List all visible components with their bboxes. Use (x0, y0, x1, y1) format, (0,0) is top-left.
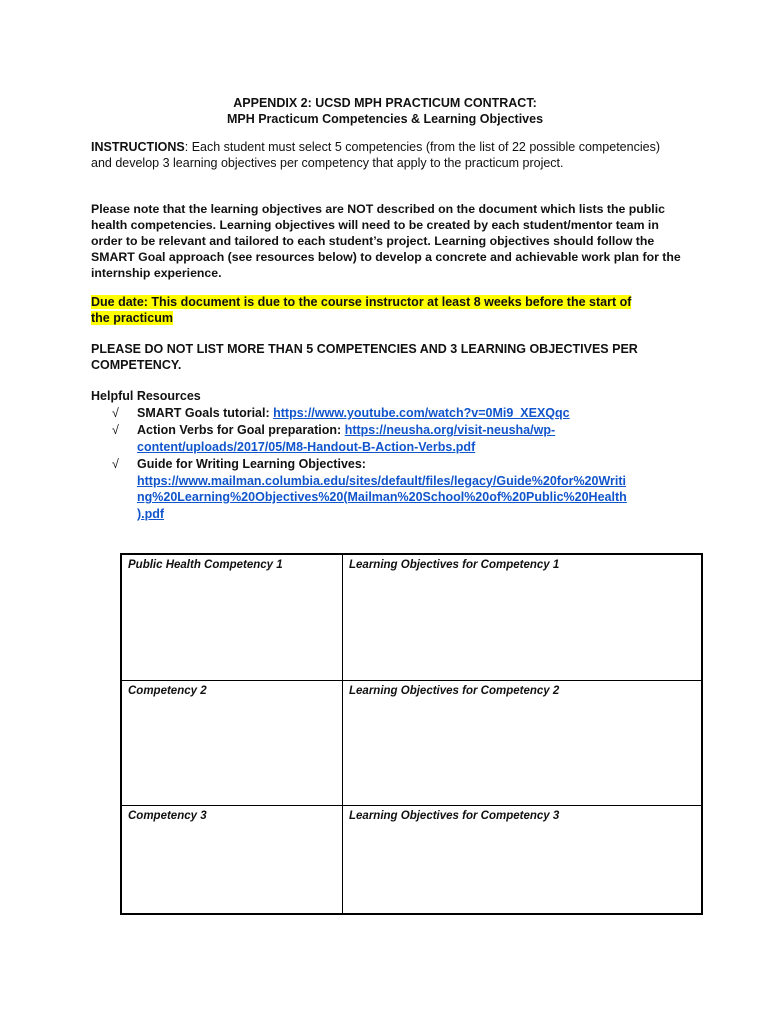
checkmark-icon: √ (112, 457, 119, 471)
due-date-line-2: the practicum (91, 311, 173, 325)
checkmark-icon: √ (112, 406, 119, 420)
learning-objectives-3-cell[interactable] (343, 806, 703, 913)
resource-label: SMART Goals tutorial: (137, 406, 274, 420)
resource-label: Action Verbs for Goal preparation: (137, 423, 345, 437)
competency-3-label: Competency 3 (128, 810, 207, 822)
action-verbs-link[interactable]: content/uploads/2017/05/M8-Handout-B-Action-Verbs.pdf (137, 439, 476, 454)
document-subtitle: MPH Practicum Competencies & Learning Objectives (226, 112, 544, 126)
resource-label: Guide for Writing Learning Objectives: (137, 457, 366, 471)
instructions-paragraph (91, 139, 681, 171)
learning-objectives-2-cell[interactable] (343, 681, 703, 805)
instructions-label: INSTRUCTIONS (91, 140, 185, 154)
due-date-paragraph (91, 294, 681, 326)
action-verbs-link[interactable]: https://neusha.org/visit-neusha/wp- (344, 423, 556, 437)
due-date-line-1: Due date: This document is due to the course instructor at least 8 weeks before the start of (91, 295, 632, 309)
learning-objectives-1-label: Learning Objectives for Competency 1 (349, 559, 560, 571)
competency-3-cell[interactable] (122, 806, 342, 913)
checkmark-icon: √ (112, 423, 119, 437)
learning-objectives-1-cell[interactable] (343, 555, 703, 680)
note-paragraph: Please note that the learning objectives are NOT described on the document which lists the public health competencies. Learning objectives will need to be created by each student/mentor team in order to be relevant and tailored to each student’s project. Learning objectives should follow the SMART Goal approach (see resources below) to develop a concrete and achievable work plan for the internship experience. (91, 202, 681, 280)
learning-objectives-guide-link[interactable]: ng%20Learning%20Objectives%20(Mailman%20School%20of%20Public%20Health (137, 490, 627, 504)
resources-heading: Helpful Resources (91, 389, 201, 403)
instructions-text: : Each student must select 5 competencies (from the list of 22 possible competencies) and develop 3 learning objectives per competency that apply to the practicum project. (91, 140, 660, 170)
competency-1-cell[interactable] (122, 555, 342, 680)
document-title: APPENDIX 2: UCSD MPH PRACTICUM CONTRACT: (233, 96, 537, 110)
learning-objectives-2-label: Learning Objectives for Competency 2 (349, 685, 560, 697)
learning-objectives-3-label: Learning Objectives for Competency 3 (349, 810, 560, 822)
learning-objectives-guide-link[interactable]: ).pdf (137, 506, 165, 521)
competency-2-cell[interactable] (122, 681, 342, 805)
smart-goals-link[interactable]: https://www.youtube.com/watch?v=0Mi9_XEXQqc (273, 406, 570, 420)
limit-warning: PLEASE DO NOT LIST MORE THAN 5 COMPETENCIES AND 3 LEARNING OBJECTIVES PER COMPETENCY. (91, 342, 638, 372)
competency-2-label: Competency 2 (128, 685, 207, 697)
competency-1-label: Public Health Competency 1 (128, 559, 283, 571)
competency-table (120, 553, 703, 915)
learning-objectives-guide-link[interactable]: https://www.mailman.columbia.edu/sites/default/files/legacy/Guide%20for%20Writi (137, 473, 627, 488)
